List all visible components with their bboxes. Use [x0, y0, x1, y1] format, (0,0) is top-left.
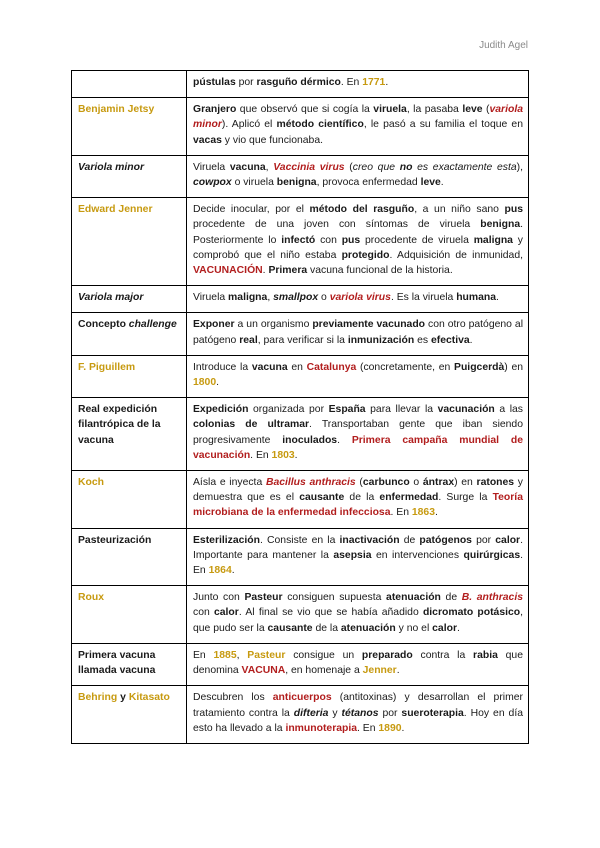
term-cell: Concepto challenge: [72, 313, 187, 355]
term-cell: Roux: [72, 586, 187, 644]
definition-cell: Descubren los anticuerpos (antitoxinas) y desarrollan el primer tratamiento contra la difteria y tétanos por sueroterapia. Hoy en día esto ha llevado a la inmunoterapia. En 1890.: [187, 686, 529, 744]
definition-cell: Viruela vacuna, Vaccinia virus (creo que no es exactamente esta), cowpox o viruela benigna, provoca enfermedad leve.: [187, 155, 529, 197]
table-row: [72, 71, 529, 98]
term-cell: Edward Jenner: [72, 198, 187, 286]
definition-cell: Exponer a un organismo previamente vacunado con otro patógeno al patógeno real, para verificar si la inmunización es efectiva.: [187, 313, 529, 355]
table-row: [72, 643, 529, 685]
table-row: [72, 286, 529, 313]
definition-cell: Expedición organizada por España para llevar la vacunación a las colonias de ultramar. Transportaban gente que iban siendo progresivamente inoculados. Primera campaña mundial de vacunación. En 1803.: [187, 398, 529, 471]
table-row: [72, 355, 529, 397]
term-cell: Koch: [72, 471, 187, 529]
term-cell: Variola minor: [72, 155, 187, 197]
definition-cell: En 1885, Pasteur consigue un preparado contra la rabia que denomina VACUNA, en homenaje a Jenner.: [187, 643, 529, 685]
term-cell: Variola major: [72, 286, 187, 313]
definition-cell: Esterilización. Consiste en la inactivación de patógenos por calor. Importante para mantener la asepsia en intervenciones quirúrgicas. En 1864.: [187, 528, 529, 586]
definition-cell: Viruela maligna, smallpox o variola virus. Es la viruela humana.: [187, 286, 529, 313]
author-name: Judith Agel: [479, 40, 528, 51]
definition-cell: Decide inocular, por el método del rasguño, a un niño sano pus procedente de una joven con síntomas de viruela benigna. Posteriormente lo infectó con pus procedente de viruela maligna y comprobó que el niño estaba protegido. Adquisición de inmunidad, VACUNACIÓN. Primera vacuna funcional de la historia.: [187, 198, 529, 286]
table-row: [72, 586, 529, 644]
table-row: [72, 155, 529, 197]
term-cell: [72, 71, 187, 98]
term-cell: Benjamin Jetsy: [72, 98, 187, 156]
term-cell: Primera vacuna llamada vacuna: [72, 643, 187, 685]
definition-cell: Introduce la vacuna en Catalunya (concretamente, en Puigcerdà) en 1800.: [187, 355, 529, 397]
definition-cell: Junto con Pasteur consiguen supuesta atenuación de B. anthracis con calor. Al final se vio que se había añadido dicromato potásico, que pudo ser la causante de la atenuación y no el calor.: [187, 586, 529, 644]
term-cell: Behring y Kitasato: [72, 686, 187, 744]
definition-cell: Aísla e inyecta Bacillus anthracis (carbunco o ántrax) en ratones y demuestra que es el causante de la enfermedad. Surge la Teoría microbiana de la enfermedad infecciosa. En 1863.: [187, 471, 529, 529]
term-cell: Pasteurización: [72, 528, 187, 586]
table-row: [72, 313, 529, 355]
term-cell: Real expedición filantrópica de la vacuna: [72, 398, 187, 471]
definition-cell: pústulas por rasguño dérmico. En 1771.: [187, 71, 529, 98]
table-row: [72, 528, 529, 586]
table-row: [72, 98, 529, 156]
table-row: [72, 471, 529, 529]
table-row: [72, 198, 529, 286]
glossary-table: [71, 70, 529, 744]
table-row: [72, 398, 529, 471]
table-row: [72, 686, 529, 744]
definition-cell: Granjero que observó que si cogía la viruela, la pasaba leve (variola minor). Aplicó el método científico, le pasó a su familia el toque en vacas y vio que funcionaba.: [187, 98, 529, 156]
term-cell: F. Piguillem: [72, 355, 187, 397]
